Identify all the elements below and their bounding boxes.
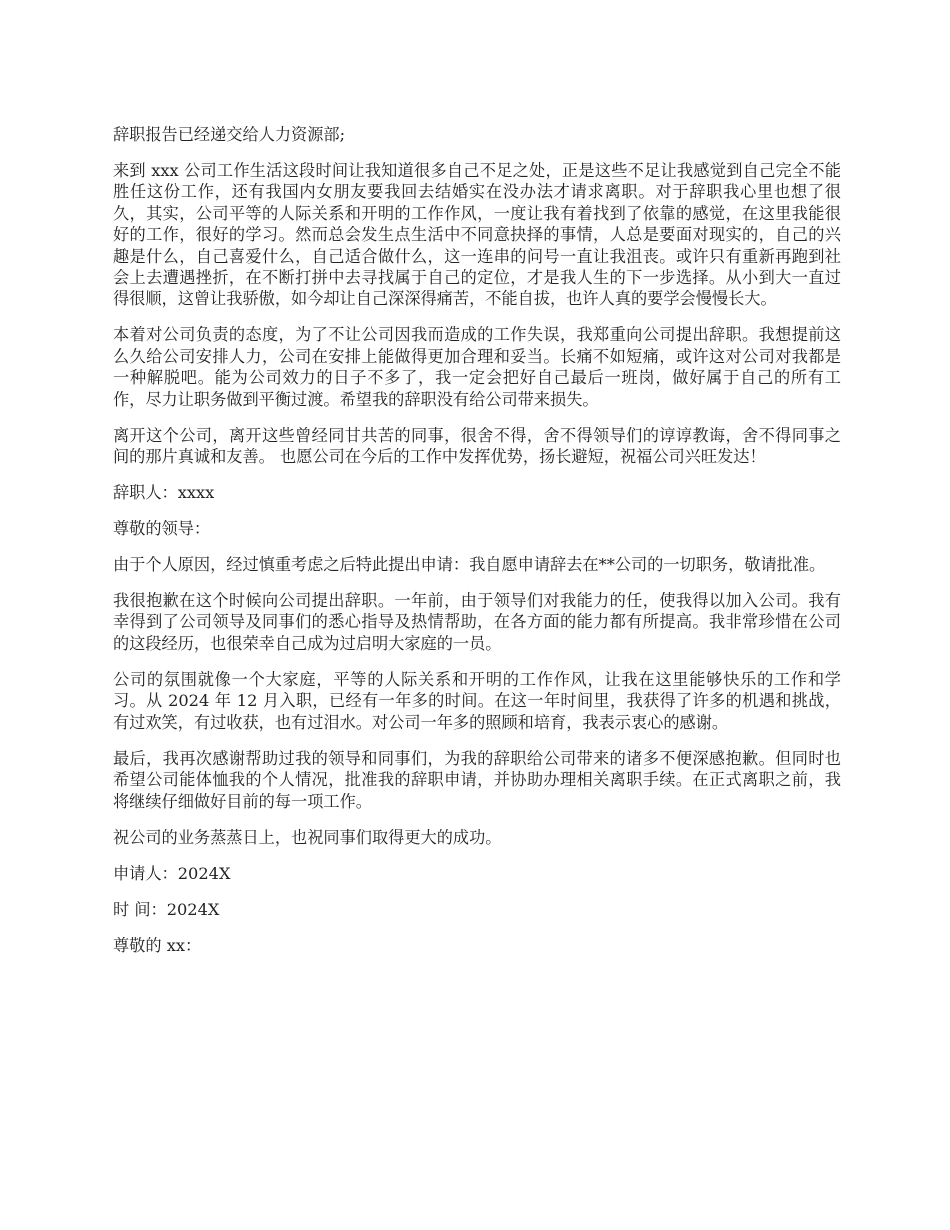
- paragraph-farewell: 离开这个公司，离开这些曾经同甘共苦的同事，很舍不得，舍不得领导们的谆谆教诲，舍不得同事之间的那片真诚和友善。 也愿公司在今后的工作中发挥优势，扬长避短，祝福公司兴旺发达！: [113, 425, 841, 467]
- date-line: 时 间：2024X: [113, 899, 220, 919]
- paragraph-apology: 我很抱歉在这个时候向公司提出辞职。一年前，由于领导们对我能力的任，使我得以加入公司。我有幸得到了公司领导及同事们的悉心指导及热情帮助，在各方面的能力都有所提高。我非常珍惜在公司的这段经历，也很荣幸自己成为过启明大家庭的一员。: [113, 591, 841, 653]
- signature-line: 辞职人：xxxx: [113, 483, 215, 503]
- salutation-second: 尊敬的 xx：: [113, 935, 202, 955]
- paragraph-intro: 辞职报告已经递交给人力资源部;: [113, 125, 346, 144]
- paragraph-request: 由于个人原因，经过慎重考虑之后特此提出申请：我自愿申请辞去在**公司的一切职务，敬请批准。: [113, 555, 826, 575]
- paragraph-wishes: 祝公司的业务蒸蒸日上，也祝同事们取得更大的成功。: [113, 827, 502, 847]
- paragraph-thanks: 最后，我再次感谢帮助过我的领导和同事们，为我的辞职给公司带来的诸多不便深感抱歉。但同时也希望公司能体恤我的个人情况，批准我的辞职申请，并协助办理相关离职手续。在正式离职之前，我将继续仔细做好目前的每一项工作。: [113, 748, 841, 811]
- paragraph-responsibility: 本着对公司负责的态度，为了不让公司因我而造成的工作失误，我郑重向公司提出辞职。我想提前这么久给公司安排人力，公司在安排上能做得更加合理和妥当。长痛不如短痛，或许这对公司对我都是一种解脱吧。能为公司效力的日子不多了，我一定会把好自己最后一班岗，做好属于自己的所有工作，尽力让职务做到平衡过渡。希望我的辞职没有给公司带来损失。: [113, 325, 841, 409]
- document-body: [113, 124, 841, 971]
- paragraph-reason: 来到 xxx 公司工作生活这段时间让我知道很多自己不足之处，正是这些不足让我感觉到自己完全不能胜任这份工作，还有我国内女朋友要我回去结婚实在没办法才请求离职。对于辞职我心里也想了很久，其实，公司平等的人际关系和开明的工作作风，一度让我有着找到了依靠的感觉，在这里我能很好的工作，很好的学习。然而总会发生点生活中不同意抉择的事情，人总是要面对现实的，自己的兴趣是什么，自己喜爱什么，自己适合做什么，这一连串的问号一直让我沮丧。或许只有重新再跑到社会上去遭遇挫折，在不断打拼中去寻找属于自己的定位，才是我人生的下一步选择。从小到大一直过得很顺，这曾让我骄傲，如今却让自己深深得痛苦，不能自拔，也许人真的要学会慢慢长大。: [113, 161, 841, 309]
- paragraph-atmosphere: 公司的氛围就像一个大家庭，平等的人际关系和开明的工作作风，让我在这里能够快乐的工作和学习。从 2024 年 12 月入职，已经有一年多的时间。在这一年时间里，我获得了许多的机遇和挑战，有过欢笑，有过收获，也有过泪水。对公司一年多的照顾和培育，我表示衷心的感谢。: [113, 669, 841, 732]
- salutation: 尊敬的领导：: [113, 519, 211, 539]
- applicant-line: 申请人：2024X: [113, 863, 231, 883]
